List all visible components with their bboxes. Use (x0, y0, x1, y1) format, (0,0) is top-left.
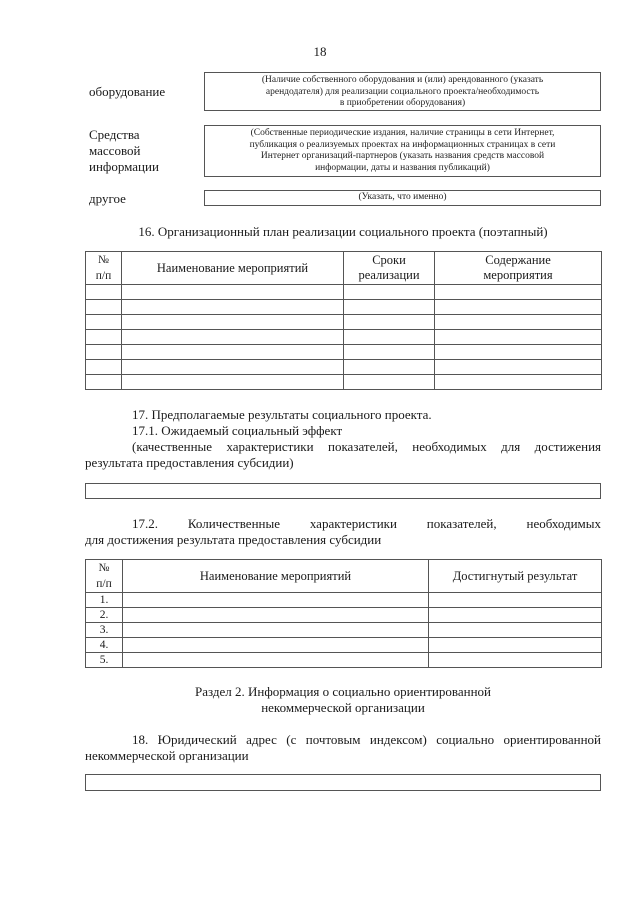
header-event-name: Наименование мероприятий (122, 252, 344, 285)
cell-timeline[interactable] (344, 330, 435, 345)
section-17-2-title-line2: для достижения результата предоставления субсидии (85, 532, 382, 547)
cell-content[interactable] (435, 315, 602, 330)
section-17-1-desc-line1: (качественные характеристики показателей, необходимых для достижения (132, 439, 601, 454)
media-label-line: информации (89, 159, 159, 174)
table-header-row (86, 252, 602, 285)
other-field[interactable] (204, 190, 601, 206)
table-row (86, 345, 602, 360)
table-header-row (86, 560, 602, 593)
cell-event-name[interactable] (122, 330, 344, 345)
cell-event-name[interactable] (122, 345, 344, 360)
cell-number: 5. (86, 653, 123, 668)
cell-achieved-result[interactable] (429, 653, 602, 668)
section-18-title-line2: некоммерческой организации (85, 748, 249, 763)
table-row (86, 330, 602, 345)
quantitative-results-table (85, 559, 602, 668)
cell-achieved-result[interactable] (429, 608, 602, 623)
cell-number: 1. (86, 593, 123, 608)
table-row (86, 653, 602, 668)
cell-content[interactable] (435, 345, 602, 360)
cell-number[interactable] (86, 330, 122, 345)
table-row (86, 360, 602, 375)
other-hint: (Указать, что именно) (358, 192, 447, 202)
cell-timeline[interactable] (344, 285, 435, 300)
cell-event-name[interactable] (122, 360, 344, 375)
cell-number[interactable] (86, 300, 122, 315)
legal-address-field[interactable] (85, 774, 601, 791)
section-17-title: 17. Предполагаемые результаты социального проекта. (132, 407, 432, 422)
cell-event-name[interactable] (122, 285, 344, 300)
equipment-hint-line: (Наличие собственного оборудования и (или) арендованного (указать (261, 75, 544, 85)
table-row (86, 593, 602, 608)
cell-event-name[interactable] (122, 315, 344, 330)
media-label-line: массовой (89, 143, 141, 158)
cell-achieved-result[interactable] (429, 593, 602, 608)
cell-event-name[interactable] (123, 623, 429, 638)
table-row (86, 608, 602, 623)
organizational-plan-table (85, 251, 602, 390)
cell-timeline[interactable] (344, 315, 435, 330)
cell-event-name[interactable] (122, 375, 344, 390)
media-label (89, 127, 159, 175)
section-16-title: 16. Организационный план реализации социального проекта (поэтапный) (138, 224, 548, 239)
section-2-heading-line1: Раздел 2. Информация о социально ориентированной (194, 684, 492, 699)
header-content: Содержание мероприятия (435, 252, 602, 285)
section-17-1-title: 17.1. Ожидаемый социальный эффект (132, 423, 343, 438)
equipment-field[interactable] (204, 72, 601, 111)
cell-number: 3. (86, 623, 123, 638)
section-18-title-line1: 18. Юридический адрес (с почтовым индексом) социально ориентированной (132, 732, 601, 747)
cell-content[interactable] (435, 360, 602, 375)
other-label: другое (89, 191, 126, 206)
cell-number[interactable] (86, 360, 122, 375)
table-row (86, 315, 602, 330)
media-hint-line: публикация о реализуемых проектах на информационных страницах в сети (249, 139, 556, 150)
cell-timeline[interactable] (344, 375, 435, 390)
cell-number[interactable] (86, 345, 122, 360)
cell-number[interactable] (86, 285, 122, 300)
page-number: 18 (313, 44, 327, 59)
cell-number[interactable] (86, 375, 122, 390)
cell-event-name[interactable] (123, 638, 429, 653)
table-row (86, 285, 602, 300)
table-row (86, 623, 602, 638)
cell-event-name[interactable] (123, 608, 429, 623)
header-achieved-result: Достигнутый результат (429, 560, 602, 593)
section-17-1-desc-line2: результата предоставления субсидии) (85, 455, 294, 470)
social-effect-field[interactable] (85, 483, 601, 499)
cell-event-name[interactable] (122, 300, 344, 315)
header-number: № п/п (86, 560, 123, 593)
media-hint-line: информации, даты и названия публикаций) (315, 162, 490, 173)
cell-event-name[interactable] (123, 593, 429, 608)
cell-number[interactable] (86, 315, 122, 330)
media-hint-line: Интернет организаций-партнеров (указать названия средств массовой (260, 151, 545, 161)
media-field[interactable] (204, 125, 601, 177)
table-row (86, 638, 602, 653)
header-timeline: Сроки реализации (344, 252, 435, 285)
equipment-hint-line: арендодателя) для реализации социального проекта/необходимость (265, 86, 540, 97)
equipment-label: оборудование (89, 84, 166, 99)
cell-timeline[interactable] (344, 300, 435, 315)
section-17-2-title-line1: 17.2. Количественные характеристики показателей, необходимых (132, 516, 601, 531)
media-label-line: Средства (89, 127, 140, 142)
cell-timeline[interactable] (344, 345, 435, 360)
table-row (86, 300, 602, 315)
media-hint-line: (Собственные периодические издания, наличие страницы в сети Интернет, (250, 128, 555, 138)
header-event-name: Наименование мероприятий (123, 560, 429, 593)
cell-timeline[interactable] (344, 360, 435, 375)
cell-achieved-result[interactable] (429, 623, 602, 638)
table-row (86, 375, 602, 390)
equipment-hint-line: в приобретении оборудования) (339, 98, 466, 108)
cell-content[interactable] (435, 300, 602, 315)
cell-content[interactable] (435, 330, 602, 345)
cell-event-name[interactable] (123, 653, 429, 668)
cell-content[interactable] (435, 375, 602, 390)
cell-number: 4. (86, 638, 123, 653)
cell-number: 2. (86, 608, 123, 623)
section-2-heading-line2: некоммерческой организации (261, 700, 425, 715)
cell-achieved-result[interactable] (429, 638, 602, 653)
header-number: № п/п (86, 252, 122, 285)
cell-content[interactable] (435, 285, 602, 300)
